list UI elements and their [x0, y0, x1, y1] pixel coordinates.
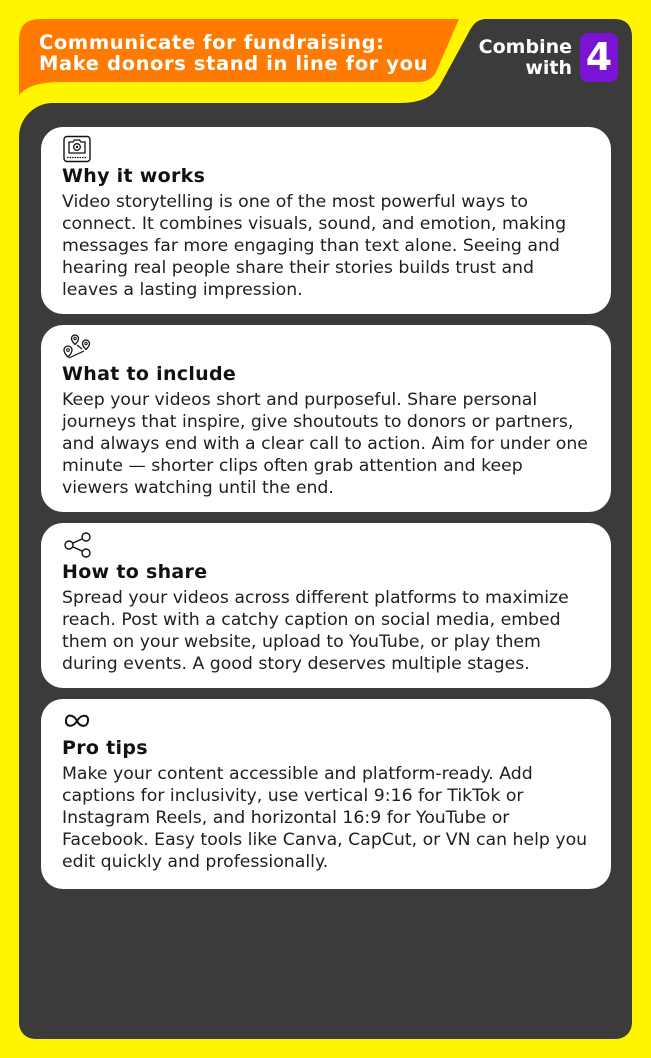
card-how-to-share: [41, 523, 611, 688]
card-pro-tips: [41, 699, 611, 889]
page-title: [39, 32, 428, 74]
combine-line-1: Combine: [478, 36, 572, 58]
card-body: Video storytelling is one of the most powerful ways to connect. It combines visuals, sound, and emotion, making messages far more engaging than text alone. Seeing and hearing real people share their stories builds trust and leaves a lasting impression.: [62, 192, 567, 300]
infinity-icon: [62, 707, 92, 735]
combine-label: [479, 37, 572, 79]
card-title: Pro tips: [62, 737, 148, 759]
card-body: Spread your videos across different platforms to maximize reach. Post with a catchy caption on social media, embed them on your website, upload to YouTube, or play them during events. A good story deserves multiple stages.: [62, 588, 569, 674]
card-body: Make your content accessible and platform-ready. Add captions for inclusivity, use vertical 9:16 for TikTok or Instagram Reels, and horizontal 16:9 for YouTube or Facebook. Easy tools like Canva, CapCut, or VN can help you edit quickly and professionally.: [62, 764, 588, 872]
title-line-2: Make donors stand in line for you: [39, 52, 429, 75]
combine-number-badge: 4: [580, 33, 618, 82]
card-title: Why it works: [62, 165, 206, 187]
map-pins-icon: [62, 333, 92, 361]
card-what-to-include: [41, 325, 611, 512]
title-line-1: Communicate for fundraising:: [39, 31, 385, 54]
card-body: Keep your videos short and purposeful. Share personal journeys that inspire, give shoutouts to donors or partners, and always end with a clear call to action. Aim for under one minute — shorter clips often grab attention and keep viewers watching until the end.: [62, 390, 588, 498]
card-title: How to share: [62, 561, 208, 583]
share-icon: [62, 531, 92, 559]
card-title: What to include: [62, 363, 237, 385]
camera-icon: [62, 135, 92, 163]
combine-line-2: with: [525, 57, 572, 79]
card-why-it-works: [41, 127, 611, 314]
